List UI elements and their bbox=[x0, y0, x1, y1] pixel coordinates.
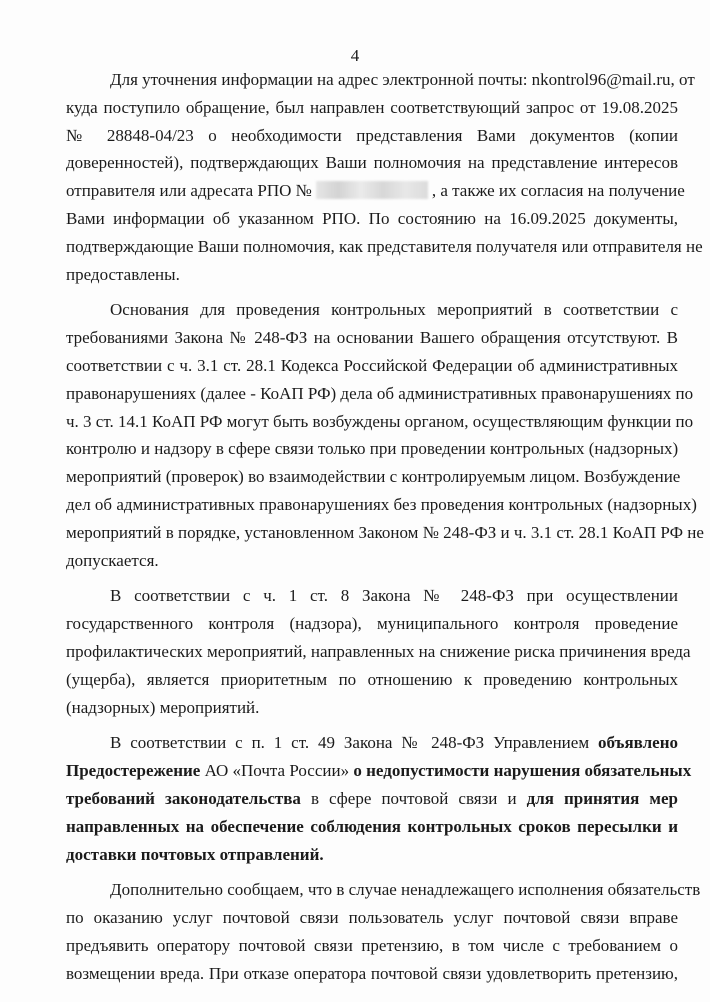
paragraph-line bbox=[66, 757, 692, 785]
paragraph-line: требованиями Закона № 248-ФЗ на основании Вашего обращения отсутствуют. В bbox=[66, 328, 678, 348]
paragraph-line: допускается. bbox=[66, 550, 159, 570]
paragraph-line: контролю и надзору в сфере связи только при проведении контрольных (надзорных) bbox=[66, 439, 679, 459]
paragraph-line: государственного контроля (надзора), муниципального контроля проведение bbox=[66, 614, 678, 634]
paragraph-grounds bbox=[66, 296, 704, 574]
paragraph-line: мероприятий в порядке, установленном Законом № 248-ФЗ и ч. 3.1 ст. 28.1 КоАП РФ не bbox=[66, 522, 704, 542]
warning-line1-bold: объявлено bbox=[597, 733, 678, 753]
paragraph-line: куда поступило обращение, был направлен соответствующий запрос от 19.08.2025 bbox=[66, 97, 678, 117]
paragraph-line: подтверждающие Ваши полномочия, как представителя получателя или отправителя не bbox=[66, 236, 703, 256]
document-body bbox=[66, 66, 704, 988]
warning-line1-normal: В соответствии с п. 1 ст. 49 Закона № 248-ФЗ Управлением bbox=[110, 733, 598, 753]
warning-line3-bold1: требований законодательства bbox=[66, 788, 301, 808]
paragraph-line: возмещении вреда. При отказе оператора почтовой связи удовлетворить претензию, bbox=[66, 963, 678, 983]
paragraph-line: № 28848-04/23 о необходимости представления Вами документов (копии bbox=[66, 125, 678, 145]
paragraph-line bbox=[66, 729, 678, 757]
paragraph-email-inquiry bbox=[66, 66, 703, 288]
paragraph-line: ч. 3 ст. 14.1 КоАП РФ могут быть возбуждены органом, осуществляющим функции по bbox=[66, 411, 694, 431]
paragraph-line: Для уточнения информации на адрес электронной почты: nkontrol96@mail.ru, от bbox=[110, 70, 695, 89]
paragraph-line: доверенностей), подтверждающих Ваши полномочия на представление интересов bbox=[66, 153, 678, 173]
paragraph-line: правонарушениях (далее - КоАП РФ) дела об административных правонарушениях по bbox=[66, 383, 694, 403]
paragraph-prevention bbox=[66, 582, 691, 721]
warning-line3-normal: в сфере почтовой связи и bbox=[300, 788, 527, 808]
warning-line2-normal: АО «Почта России» bbox=[200, 761, 354, 781]
paragraph-line: Вами информации об указанном РПО. По состоянию на 16.09.2025 документы, bbox=[66, 208, 678, 228]
paragraph-line: (ущерба), является приоритетным по отношению к проведению контрольных bbox=[66, 669, 678, 689]
warning-line3-bold2: для принятия мер bbox=[526, 788, 679, 808]
warning-line2-bold2: о недопустимости нарушения обязательных bbox=[353, 761, 692, 781]
paragraph-line: Дополнительно сообщаем, что в случае ненадлежащего исполнения обязательств bbox=[110, 880, 701, 900]
paragraph-line: доставки почтовых отправлений. bbox=[66, 844, 324, 864]
paragraph-line: предоставлены. bbox=[66, 264, 180, 284]
paragraph-line: Основания для проведения контрольных мероприятий в соответствии с bbox=[110, 300, 678, 320]
warning-line2-bold1: Предостережение bbox=[66, 761, 201, 781]
paragraph-line: соответствии с ч. 3.1 ст. 28.1 Кодекса Российской Федерации об административных bbox=[66, 355, 678, 375]
paragraph-line: по оказанию услуг почтовой связи пользователь услуг почтовой связи вправе bbox=[66, 908, 678, 928]
paragraph-line: (надзорных) мероприятий. bbox=[66, 697, 260, 717]
paragraph-line: направленных на обеспечение соблюдения контрольных сроков пересылки и bbox=[66, 816, 678, 836]
paragraph-line: предъявить оператору почтовой связи претензию, в том числе с требованием о bbox=[66, 935, 678, 955]
paragraph-line: мероприятий (проверок) во взаимодействии с контролируемым лицом. Возбуждение bbox=[66, 467, 681, 487]
redacted-line-after: , а также их согласия на получение bbox=[431, 181, 685, 201]
paragraph-line: дел об административных правонарушениях без проведения контрольных (надзорных) bbox=[66, 494, 697, 514]
paragraph-line: профилактических мероприятий, направленных на снижение риска причинения вреда bbox=[66, 641, 691, 661]
paragraph-line bbox=[66, 785, 678, 813]
redacted-tracking-number bbox=[316, 181, 428, 199]
paragraph-claim bbox=[66, 876, 701, 987]
paragraph-line-redacted bbox=[66, 177, 685, 205]
page-number: 4 bbox=[350, 46, 360, 65]
redacted-line-before: отправителя или адресата РПО № bbox=[66, 181, 312, 201]
paragraph-warning bbox=[66, 729, 692, 868]
paragraph-line: В соответствии с ч. 1 ст. 8 Закона № 248-ФЗ при осуществлении bbox=[110, 586, 678, 606]
